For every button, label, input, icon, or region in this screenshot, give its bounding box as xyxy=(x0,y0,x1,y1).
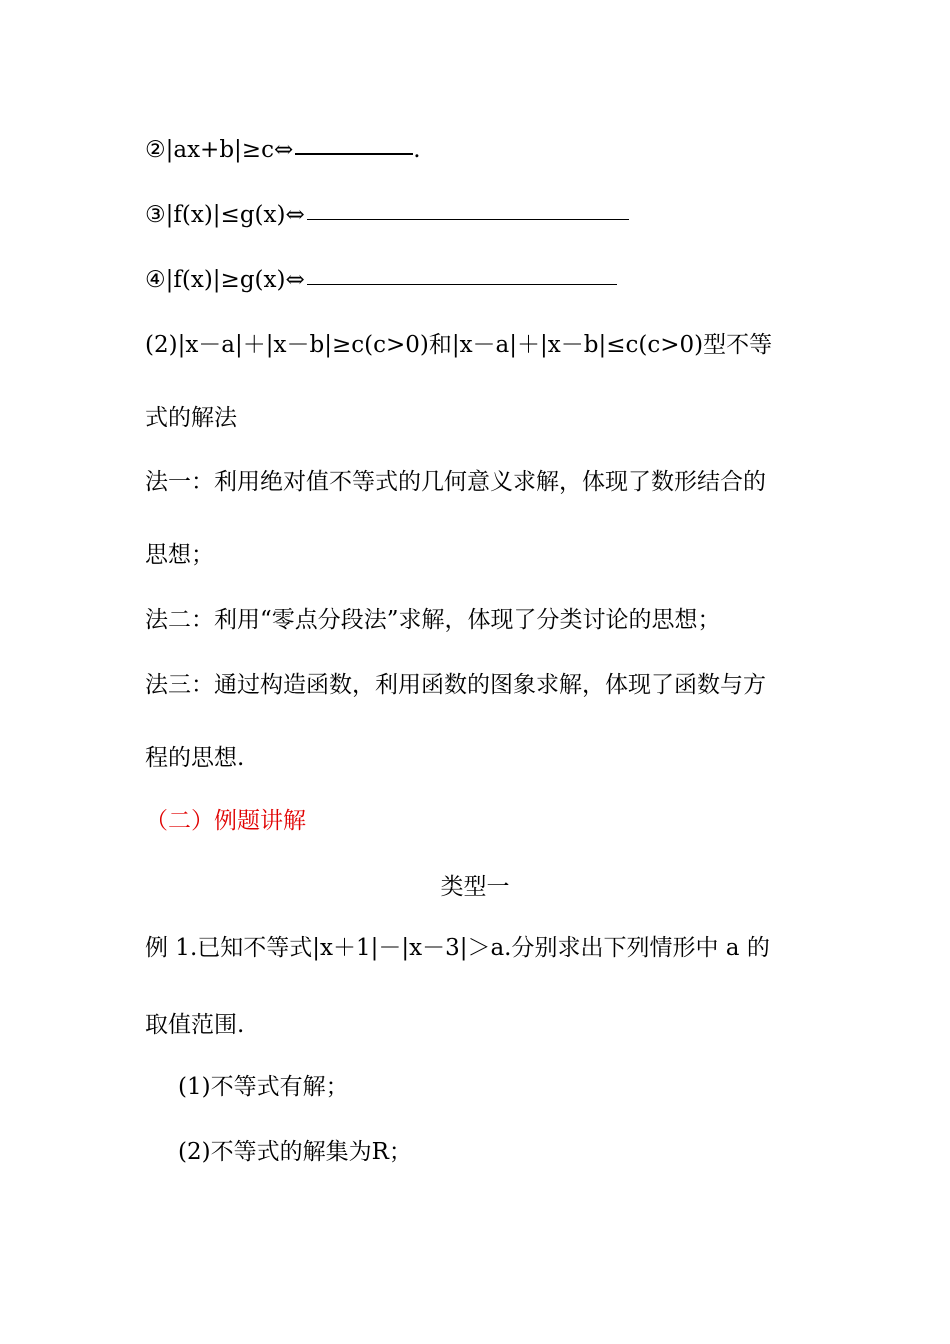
method-1-line-2: 思想； xyxy=(145,542,214,568)
example-1-line-1: 例 1.已知不等式|x＋1|－|x－3|＞a.分别求出下列情形中 a 的 xyxy=(145,935,770,961)
example-1-question-1: (1)不等式有解； xyxy=(178,1074,349,1100)
item-2-text: ②|ax+b|≥c⇔ xyxy=(145,137,294,163)
item-3 xyxy=(145,200,629,230)
example-1-line-2: 取值范围. xyxy=(145,1012,245,1038)
item-3-text: ③|f(x)|≤g(x)⇔ xyxy=(145,202,305,228)
item-3-blank[interactable] xyxy=(307,218,629,220)
type-heading: 类型一 xyxy=(440,874,510,900)
section-2-line-1: (2)|x－a|＋|x－b|≥c(c>0)和|x－a|＋|x－b|≤c(c>0)型不等 xyxy=(145,332,773,358)
section-2-line-2: 式的解法 xyxy=(145,405,237,431)
method-3-line-2: 程的思想. xyxy=(145,745,245,771)
item-2-period: . xyxy=(413,137,421,163)
item-4-text: ④|f(x)|≥g(x)⇔ xyxy=(145,267,305,293)
method-1-line-1: 法一：利用绝对值不等式的几何意义求解，体现了数形结合的 xyxy=(145,469,766,495)
method-2: 法二：利用“零点分段法”求解，体现了分类讨论的思想； xyxy=(145,607,721,633)
item-2-blank[interactable] xyxy=(295,152,413,155)
example-1-question-2: (2)不等式的解集为R； xyxy=(178,1139,412,1165)
method-3-line-1: 法三：通过构造函数，利用函数的图象求解，体现了函数与方 xyxy=(145,672,766,698)
item-2 xyxy=(145,135,421,165)
item-4 xyxy=(145,265,617,295)
examples-heading: （二）例题讲解 xyxy=(145,808,306,834)
item-4-blank[interactable] xyxy=(307,283,617,285)
